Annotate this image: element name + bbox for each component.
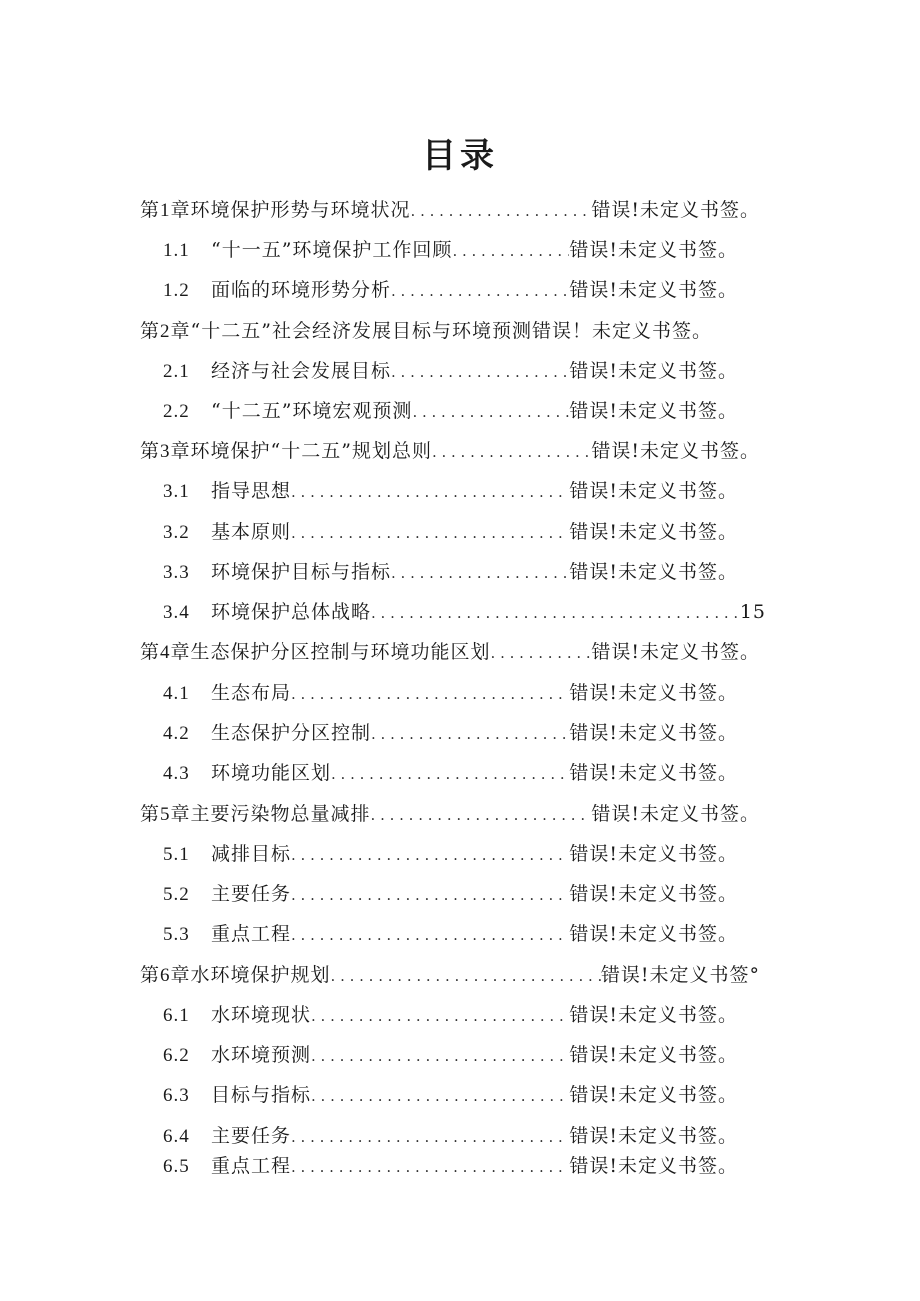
toc-entry-title: “十一五”环境保护工作回顾 xyxy=(211,239,453,261)
toc-entry-number: 6.3 xyxy=(163,1085,190,1106)
page-title: 目录 xyxy=(422,136,498,176)
toc-entry-title: 水环境现状 xyxy=(211,1004,312,1026)
toc-entry-title: 重点工程 xyxy=(211,923,292,945)
toc-section-entry[interactable] xyxy=(163,840,738,868)
toc-entry-title: 减排目标 xyxy=(211,843,292,865)
toc-entry-number: 第3章 xyxy=(140,441,191,462)
toc-entry-page: 错误!未定义书签。 xyxy=(569,1044,738,1066)
toc-entry-number: 2.1 xyxy=(163,361,190,382)
toc-entry-title: 环境保护目标与指标 xyxy=(211,561,392,583)
toc-entry-number: 2.2 xyxy=(163,401,190,422)
toc-chapter-entry[interactable] xyxy=(140,638,760,666)
toc-entry-page: 错误!未定义书签。 xyxy=(569,561,738,583)
toc-entry-number: 6.4 xyxy=(163,1126,190,1147)
toc-entry-page: 错误!未定义书签。 xyxy=(569,1084,738,1106)
toc-entry-page: 错误!未定义书签。 xyxy=(591,641,760,663)
toc-chapter-entry[interactable] xyxy=(140,961,760,989)
toc-dot-leader xyxy=(291,1123,569,1151)
toc-entry-number: 4.2 xyxy=(163,723,190,744)
toc-entry-title: 环境保护形势与环境状况 xyxy=(190,199,411,221)
toc-entry-number: 第4章 xyxy=(140,642,191,663)
toc-chapter-entry[interactable] xyxy=(140,437,760,465)
toc-entry-page: 错误!未定义书签。 xyxy=(591,440,760,462)
toc-entry-number: 4.3 xyxy=(163,763,190,784)
toc-section-entry[interactable] xyxy=(163,357,738,385)
toc-entry-title: 生态保护分区控制 xyxy=(211,722,372,744)
toc-dot-leader xyxy=(291,921,569,949)
toc-entry-number: 5.3 xyxy=(163,924,190,945)
toc-entry-page: 错误!未定义书签。 xyxy=(569,923,738,945)
toc-entry-page: 错误!未定义书签。 xyxy=(569,682,738,704)
toc-section-entry[interactable] xyxy=(163,598,766,626)
toc-entry-page: 错误!未定义书签。 xyxy=(569,279,738,301)
toc-section-entry[interactable] xyxy=(163,880,738,908)
toc-entry-number: 4.1 xyxy=(163,683,190,704)
toc-entry-page: 错误！未定义书签。 xyxy=(531,320,712,342)
toc-entry-title: “十二五”社会经济发展目标与环境预测 xyxy=(190,320,532,342)
toc-dot-leader xyxy=(391,559,569,587)
toc-entry-page: 错误!未定义书签。 xyxy=(569,400,738,422)
toc-entry-title: 生态保护分区控制与环境功能区划 xyxy=(190,641,491,663)
toc-entry-number: 5.1 xyxy=(163,844,190,865)
toc-section-entry[interactable] xyxy=(163,759,738,787)
toc-entry-page: 错误!未定义书签° xyxy=(600,964,760,986)
toc-section-entry[interactable] xyxy=(163,397,738,425)
toc-dot-leader xyxy=(432,438,591,466)
toc-section-entry[interactable] xyxy=(163,920,738,948)
toc-entry-number: 1.1 xyxy=(163,240,190,261)
toc-entry-title: 主要污染物总量减排 xyxy=(190,803,371,825)
toc-entry-title: 重点工程 xyxy=(211,1155,292,1177)
toc-entry-number: 第1章 xyxy=(140,200,191,221)
toc-entry-page: 错误!未定义书签。 xyxy=(569,762,738,784)
toc-dot-leader xyxy=(331,760,569,788)
toc-dot-leader xyxy=(391,277,569,305)
toc-entry-title: 生态布局 xyxy=(211,682,292,704)
toc-section-entry[interactable] xyxy=(163,1001,738,1029)
toc-entry-title: 面临的环境形势分析 xyxy=(211,279,392,301)
toc-entry-title: 水环境预测 xyxy=(211,1044,312,1066)
toc-dot-leader xyxy=(491,639,592,667)
toc-dot-leader xyxy=(311,1002,569,1030)
toc-entry-number: 6.2 xyxy=(163,1045,190,1066)
toc-entry-page: 错误!未定义书签。 xyxy=(591,803,760,825)
toc-section-entry[interactable] xyxy=(163,719,738,747)
toc-section-entry[interactable] xyxy=(163,1081,738,1109)
toc-entry-title: 环境保护“十二五”规划总则 xyxy=(190,440,432,462)
toc-entry-title: 指导思想 xyxy=(211,480,292,502)
toc-entry-page: 错误!未定义书签。 xyxy=(591,199,760,221)
toc-chapter-entry[interactable] xyxy=(140,800,760,828)
toc-entry-title: 主要任务 xyxy=(211,1125,292,1147)
toc-entry-title: 目标与指标 xyxy=(211,1084,312,1106)
toc-section-entry[interactable] xyxy=(163,236,738,264)
toc-dot-leader xyxy=(291,1153,569,1181)
toc-entry-page: 错误!未定义书签。 xyxy=(569,521,738,543)
toc-section-entry[interactable] xyxy=(163,558,738,586)
toc-entry-page: 错误!未定义书签。 xyxy=(569,883,738,905)
toc-entry-number: 3.3 xyxy=(163,562,190,583)
toc-entry-number: 5.2 xyxy=(163,884,190,905)
toc-section-entry[interactable] xyxy=(163,1122,738,1150)
toc-dot-leader xyxy=(371,801,592,829)
toc-dot-leader xyxy=(331,962,601,990)
toc-dot-leader xyxy=(412,398,569,426)
toc-entry-number: 3.1 xyxy=(163,481,190,502)
toc-entry-page: 错误!未定义书签。 xyxy=(569,1125,738,1147)
toc-dot-leader xyxy=(291,881,569,909)
toc-entry-number: 1.2 xyxy=(163,280,190,301)
toc-dot-leader xyxy=(291,519,569,547)
toc-dot-leader xyxy=(391,358,569,386)
toc-dot-leader xyxy=(291,478,569,506)
toc-entry-number: 3.2 xyxy=(163,522,190,543)
toc-dot-leader xyxy=(371,599,740,627)
toc-section-entry[interactable] xyxy=(163,1041,738,1069)
toc-dot-leader xyxy=(291,680,569,708)
toc-dot-leader xyxy=(311,1042,569,1070)
toc-entry-title: 环境保护总体战略 xyxy=(211,601,372,623)
toc-entry-number: 第2章 xyxy=(140,321,191,342)
toc-entry-page: 错误!未定义书签。 xyxy=(569,480,738,502)
toc-entry-number: 第6章 xyxy=(140,965,191,986)
toc-entry-page: 错误!未定义书签。 xyxy=(569,239,738,261)
toc-chapter-entry[interactable] xyxy=(140,317,760,345)
toc-entry-page: 15 xyxy=(739,601,766,623)
toc-entry-page: 错误!未定义书签。 xyxy=(569,843,738,865)
toc-section-entry[interactable] xyxy=(163,1152,738,1180)
toc-section-entry[interactable] xyxy=(163,518,738,546)
toc-entry-page: 错误!未定义书签。 xyxy=(569,1004,738,1026)
toc-dot-leader xyxy=(411,197,592,225)
toc-dot-leader xyxy=(371,720,569,748)
toc-entry-number: 第5章 xyxy=(140,804,191,825)
toc-dot-leader xyxy=(311,1082,569,1110)
toc-entry-title: “十二五”环境宏观预测 xyxy=(211,400,413,422)
toc-entry-title: 基本原则 xyxy=(211,521,292,543)
toc-entry-title: 主要任务 xyxy=(211,883,292,905)
toc-chapter-entry[interactable] xyxy=(140,196,760,224)
toc-entry-number: 6.5 xyxy=(163,1156,190,1177)
toc-section-entry[interactable] xyxy=(163,276,738,304)
toc-entry-page: 错误!未定义书签。 xyxy=(569,722,738,744)
toc-dot-leader xyxy=(291,841,569,869)
toc-entry-number: 3.4 xyxy=(163,602,190,623)
toc-entry-title: 水环境保护规划 xyxy=(190,964,331,986)
toc-entry-title: 经济与社会发展目标 xyxy=(211,360,392,382)
toc-entry-title: 环境功能区划 xyxy=(211,762,332,784)
toc-entry-number: 6.1 xyxy=(163,1005,190,1026)
toc-dot-leader xyxy=(452,237,569,265)
toc-entry-page: 错误!未定义书签。 xyxy=(569,360,738,382)
toc-entry-page: 错误!未定义书签。 xyxy=(569,1155,738,1177)
toc-section-entry[interactable] xyxy=(163,679,738,707)
toc-section-entry[interactable] xyxy=(163,477,738,505)
